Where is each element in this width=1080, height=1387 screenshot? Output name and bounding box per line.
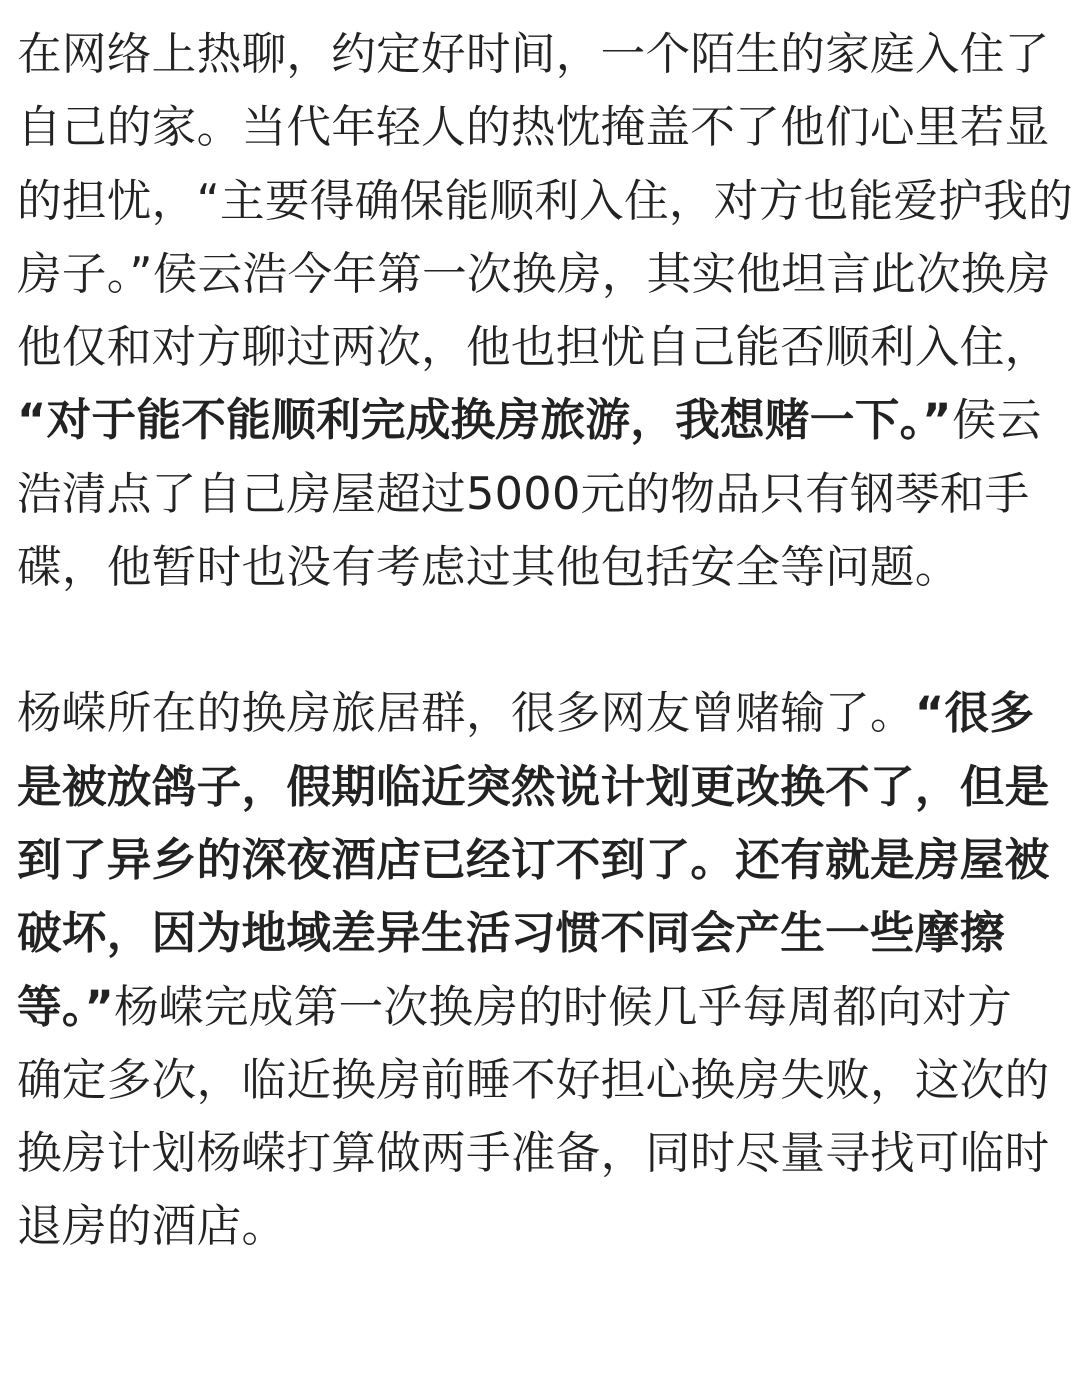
bold-quote: 是被放鸽子，假期临近突然说计划更改换不了，但是 bbox=[17, 760, 1050, 813]
bold-quote: 到了异乡的深夜酒店已经订不到了。还有就是房屋被 bbox=[17, 833, 1050, 886]
text-line bbox=[17, 384, 1063, 457]
text-run: 换房计划杨嵘打算做两手准备，同时尽量寻找可临时 bbox=[17, 1127, 1050, 1180]
text-line bbox=[17, 18, 1063, 91]
text-run: 他仅和对方聊过两次，他也担忧自己能否顺利入住， bbox=[17, 321, 1050, 374]
bold-quote: 破坏，因为地域差异生活习惯不同会产生一些摩擦 bbox=[17, 907, 1005, 960]
text-line bbox=[17, 897, 1063, 970]
text-line bbox=[17, 1044, 1063, 1117]
text-line bbox=[17, 824, 1063, 897]
text-run: 侯云 bbox=[951, 394, 1042, 447]
text-line bbox=[17, 1190, 1063, 1263]
paragraph-2 bbox=[17, 677, 1063, 1263]
bold-quote: “对于能不能顺利完成换房旅游，我想赌一下。” bbox=[17, 394, 952, 447]
text-run: 确定多次，临近换房前睡不好担心换房失败，这次的 bbox=[17, 1053, 1050, 1106]
text-line bbox=[17, 311, 1063, 384]
text-run: 碟，他暂时也没有考虑过其他包括安全等问题。 bbox=[17, 541, 960, 594]
text-run: 退房的酒店。 bbox=[17, 1200, 287, 1253]
text-line bbox=[17, 458, 1063, 531]
text-line bbox=[17, 531, 1063, 604]
bold-quote: 等。” bbox=[17, 980, 115, 1033]
text-line bbox=[17, 751, 1063, 824]
text-line bbox=[17, 91, 1063, 164]
text-line bbox=[17, 238, 1063, 311]
text-run: 杨嵘完成第一次换房的时候几乎每周都向对方 bbox=[114, 980, 1012, 1033]
text-run: 在网络上热聊，约定好时间，一个陌生的家庭入住了 bbox=[17, 28, 1050, 80]
text-run: 房子。”侯云浩今年第一次换房，其实他坦言此次换房 bbox=[17, 247, 1051, 300]
text-run: 浩清点了自己房屋超过5000元的物品只有钢琴和手 bbox=[17, 467, 1030, 520]
text-line bbox=[17, 677, 1063, 750]
text-line bbox=[17, 165, 1073, 238]
article-body bbox=[17, 18, 1073, 1264]
text-line bbox=[17, 1117, 1063, 1190]
bold-quote: “很多 bbox=[914, 687, 1035, 740]
text-run: 杨嵘所在的换房旅居群，很多网友曾赌输了。 bbox=[17, 687, 915, 740]
text-run: 自己的家。当代年轻人的热忱掩盖不了他们心里若显 bbox=[17, 101, 1050, 154]
paragraph-1 bbox=[17, 18, 1073, 604]
text-run: 的担忧，“主要得确保能顺利入住，对方也能爱护我的 bbox=[17, 174, 1073, 227]
text-line bbox=[17, 971, 1063, 1044]
